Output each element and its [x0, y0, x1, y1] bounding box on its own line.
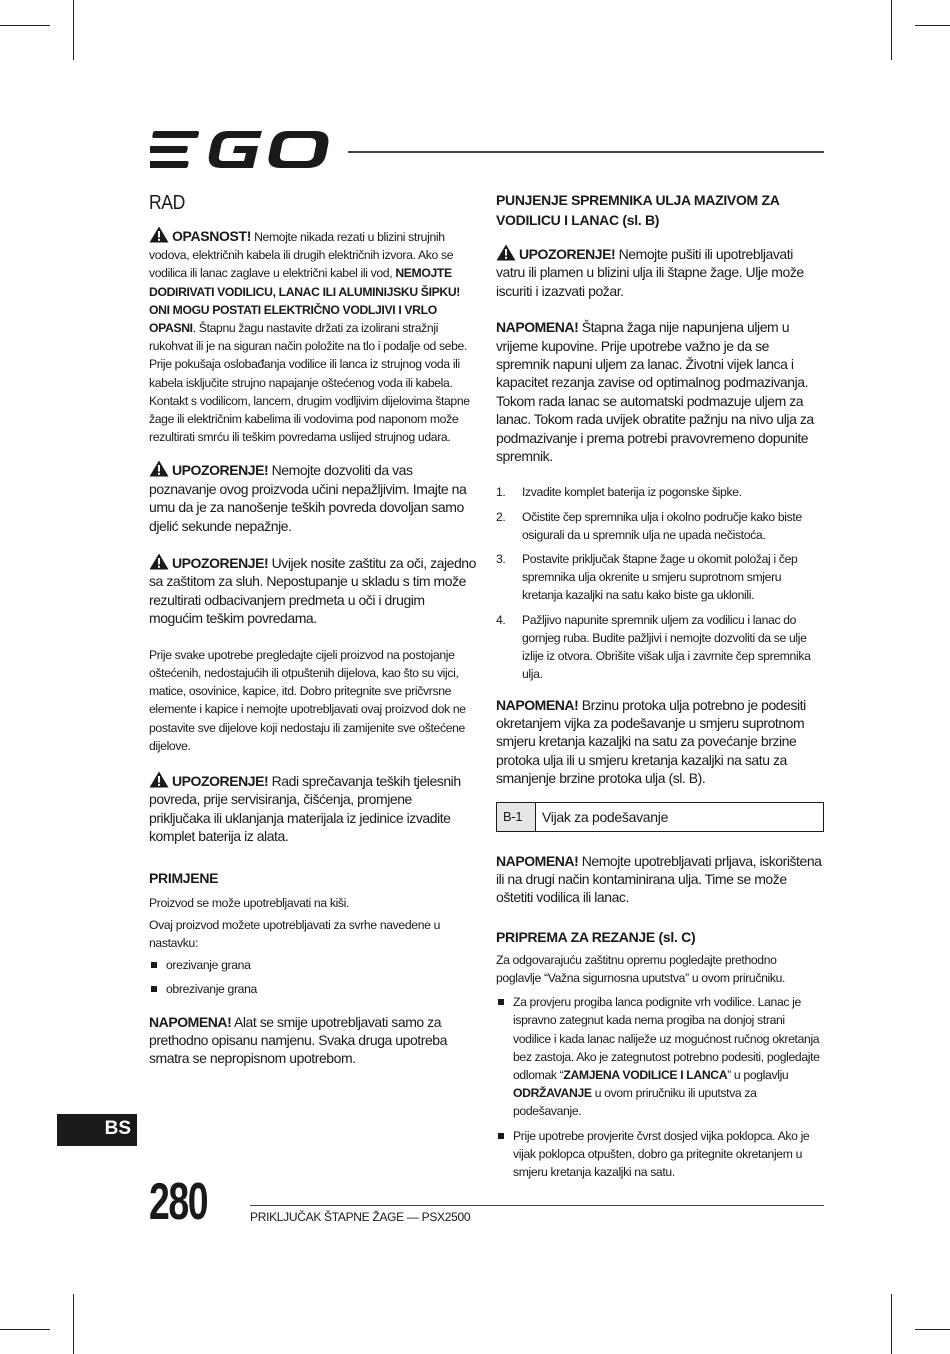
- footer-rule: [250, 1205, 824, 1206]
- prep-paragraph: Za odgovarajuću zaštitnu opremu pogledajte prethodno poglavlje “Važna sigurnosna uputstva” u ovom priručniku.: [496, 952, 786, 985]
- table-row: [497, 802, 824, 831]
- list-item: [496, 993, 824, 1120]
- language-tab: [57, 1114, 137, 1146]
- warning-text: Nemojte pušiti ili upotrebljavati vatru ili plamen u blizini ulja ili štapne žage. Ulje može iscuriti i izazvati požar.: [496, 246, 804, 299]
- warning-triangle-icon: [149, 771, 169, 788]
- list-item-text: obrezivanje grana: [166, 982, 257, 997]
- oil-warning-paragraph: [496, 244, 824, 300]
- ego-logo: [150, 128, 330, 172]
- note-label: NAPOMENA!: [496, 696, 579, 713]
- applications-list: [149, 956, 476, 998]
- note-label: NAPOMENA!: [149, 1013, 232, 1030]
- right-column: [496, 190, 824, 1193]
- table-key: B-1: [497, 802, 536, 831]
- bullet-icon: [498, 1133, 504, 1139]
- warning-text: Radi sprečavanja teških tjelesnih povreda, prije servisiranja, čišćenja, promjene priključaka ili uklanjanja materijala iz jedinice izvadite komplet baterija iz alata.: [149, 772, 461, 845]
- warning-text: Uvijek nosite zaštitu za oči, zajedno sa zaštitom za sluh. Nepostupanje u skladu s tim može rezultirati odbacivanjem predmeta u oči i drugim mogućim teškim povredama.: [149, 555, 476, 627]
- list-item: [496, 508, 824, 544]
- danger-text: Nemojte nikada rezati u blizini strujnih vodova, električnih kabela ili drugih električnih izvora. Ako se vodilica ili lanac zaglave u električni kabel ili vod,: [149, 230, 454, 281]
- crop-mark: [73, 0, 74, 60]
- warning-triangle-icon: [149, 553, 169, 570]
- step-text: Postavite priključak štapne žage u okomit položaj i čep spremnika ulja okrenite u smjeru suprotnom smjeru kretanja kazaljki na satu kako biste ga uklonili.: [522, 552, 798, 603]
- step-number: 2.: [496, 509, 506, 524]
- oil-steps: [496, 483, 824, 683]
- footer-title: PRIKLJUČAK ŠTAPNE ŽAGE — PSX2500: [250, 1210, 471, 1224]
- warning-2-paragraph: [149, 553, 476, 628]
- oil-note-1: [496, 318, 824, 465]
- danger-bold: NEMOJTE DODIRIVATI VODILICU, LANAC ILI ALUMINIJSKU ŠIPKU! ONI MOGU POSTATI ELEKTRIČNO VODLJIVI I VRLO OPASNI: [149, 266, 461, 336]
- usage-note: [149, 1013, 476, 1068]
- crop-mark: [915, 25, 950, 26]
- table-value: Vijak za podešavanje: [542, 808, 669, 825]
- list-item-text: u ovom priručniku ili uputstva za podešavanje.: [513, 1086, 757, 1119]
- left-column: [149, 190, 476, 1086]
- section-title-rad: RAD: [149, 192, 185, 214]
- warning-triangle-icon: [496, 244, 516, 261]
- warning-text: Nemojte dozvoliti da vas poznavanje ovog proizvoda učini nepažljivim. Imajte na umu da je za nanošenje teških povreda dovoljan samo djelić sekunde nepažnje.: [149, 462, 467, 534]
- list-item: [496, 611, 824, 684]
- note-label: NAPOMENA!: [496, 852, 579, 869]
- warning-triangle-icon: [149, 460, 169, 477]
- step-number: 1.: [496, 485, 506, 500]
- applications-heading: PRIMJENE: [149, 869, 219, 886]
- note-text: Nemojte upotrebljavati prljava, iskorištena ili na drugi način kontaminirana ulja. Time se može oštetiti vodilica ili lanac.: [496, 852, 822, 906]
- oil-note-3: [496, 852, 824, 907]
- note-text: Alat se smije upotrebljavati samo za prethodno opisanu namjenu. Svaka druga upotreba smatra se nepropisnom upotrebom.: [149, 1013, 447, 1067]
- list-item: [496, 483, 824, 501]
- list-item-text: orezivanje grana: [166, 958, 251, 973]
- crop-mark: [891, 1294, 892, 1354]
- crop-mark: [73, 1294, 74, 1354]
- danger-text-2: . Štapnu žagu nastavite držati za izolirani stražnji rukohvat ili je na siguran način položite na tlo i podalje od sebe. Prije pokušaja oslobađanja vodilice ili lanca iz strujnog voda ili kabela isključite strujno napajanje oštećenog voda ili kabela. Kontakt s vodilicom, lancem, drugim vodljivim dijelovima štapne žage ili električnim kabelima ili vodovima pod naponom može rezultirati smrću ili teškim povredama uslijed strujnog udara.: [149, 321, 470, 445]
- danger-label: OPASNOST!: [172, 228, 252, 244]
- list-item: [149, 956, 476, 974]
- language-code: BS: [104, 1118, 131, 1139]
- page-number: 280: [149, 1173, 208, 1231]
- spec-table: [496, 802, 824, 832]
- warning-label: UPOZORENJE!: [172, 462, 269, 479]
- bullet-icon: [151, 962, 157, 968]
- crop-mark: [891, 0, 892, 60]
- bullet-icon: [498, 999, 504, 1005]
- step-text: Očistite čep spremnika ulja i okolno područje kako biste osigurali da u spremnik ulja ne upada nečistoća.: [522, 509, 802, 542]
- note-text: Brzinu protoka ulja potrebno je podesiti okretanjem vijka za podešavanje u smjeru suprotnom smjeru kretanja kazaljki na satu za povećanje brzine protoka ulja ili u smjeru kretanja kazaljki na satu za smanjenje brzine protoka ulja (sl. B).: [496, 696, 806, 787]
- list-item-bold: ZAMJENA VODILICE I LANCA: [563, 1067, 728, 1082]
- header-rule: [348, 151, 824, 153]
- warning-label: UPOZORENJE!: [172, 555, 269, 572]
- list-item-text: ” u poglavlju: [727, 1067, 789, 1082]
- crop-mark: [0, 25, 50, 26]
- list-item-text: Prije upotrebe provjerite čvrst dosjed vijka poklopca. Ako je vijak poklopca otpušten, dobro ga pritegnite okretanjem u smjeru kretanja kazaljki na satu.: [513, 1128, 810, 1179]
- list-item: [149, 980, 476, 998]
- applications-p1: Proizvod se može upotrebljavati na kiši.: [149, 895, 350, 910]
- oil-heading: PUNJENJE SPREMNIKA ULJA MAZIVOM ZA VODILICU I LANAC (sl. B): [496, 192, 780, 228]
- warning-1-paragraph: [149, 460, 476, 535]
- warning-label: UPOZORENJE!: [519, 246, 616, 262]
- crop-mark: [0, 1329, 50, 1330]
- list-item-text: Za provjeru progiba lanca podignite vrh vodilice. Lanac je ispravno zategnut kada nema progiba na donjoj strani vodilice i kada lanac naliježe uz mogućnost ručnog okretanja bez zastoja. Ako je zategnutost potrebno podesiti, pogledajte odlomak “: [513, 995, 820, 1082]
- crop-mark: [915, 1329, 950, 1330]
- applications-p2: Ovaj proizvod možete upotrebljavati za svrhe navedene u nastavku:: [149, 917, 441, 950]
- step-number: 3.: [496, 552, 506, 567]
- note-label: NAPOMENA!: [496, 319, 579, 336]
- list-item-bold: ODRŽAVANJE: [513, 1086, 592, 1101]
- note-text: Štapna žaga nije napunjena uljem u vrijeme kupovine. Prije upotrebe važno je da se spremnik napuni uljem za lanac. Životni vijek lanca i kapacitet rezanja zavise od optimalnog podmazivanja. Tokom rada lanac se automatski podmazuje uljem za lanac. Tokom rada uvijek obratite pažnju na nivo ulja za podmazivanje i prema potrebi pravovremeno dopunite spremnik.: [496, 319, 814, 465]
- prep-list: [496, 993, 824, 1181]
- step-text: Pažljivo napunite spremnik uljem za vodilicu i lanac do gornjeg ruba. Budite pažljivi i nemojte dozvoliti da se ulje izlije iz otvora. Obrišite višak ulja i zavrnite čep spremnika ulja.: [522, 612, 811, 682]
- prep-heading: PRIPREMA ZA REZANJE (sl. C): [496, 928, 696, 945]
- inspect-paragraph: Prije svake upotrebe pregledajte cijeli proizvod na postojanje oštećenih, nedostajućih ili otpuštenih dijelova, kao što su vijci, matice, osovinice, kapice, itd. Dobro pritegnite sve pričvrsne elemente i kapice i nemojte upotrebljavati ovaj proizvod dok ne postavite sve dijelove koji nedostaju ili zamijenite sve oštećene dijelove.: [149, 647, 466, 753]
- warning-3-paragraph: [149, 771, 476, 846]
- list-item: [496, 550, 824, 605]
- warning-triangle-icon: [149, 226, 169, 243]
- list-item: [496, 1127, 824, 1182]
- bullet-icon: [151, 986, 157, 992]
- step-number: 4.: [496, 612, 506, 627]
- warning-label: UPOZORENJE!: [172, 772, 269, 789]
- oil-note-2: [496, 696, 824, 788]
- danger-paragraph: [149, 226, 476, 446]
- step-text: Izvadite komplet baterija iz pogonske šipke.: [522, 485, 742, 500]
